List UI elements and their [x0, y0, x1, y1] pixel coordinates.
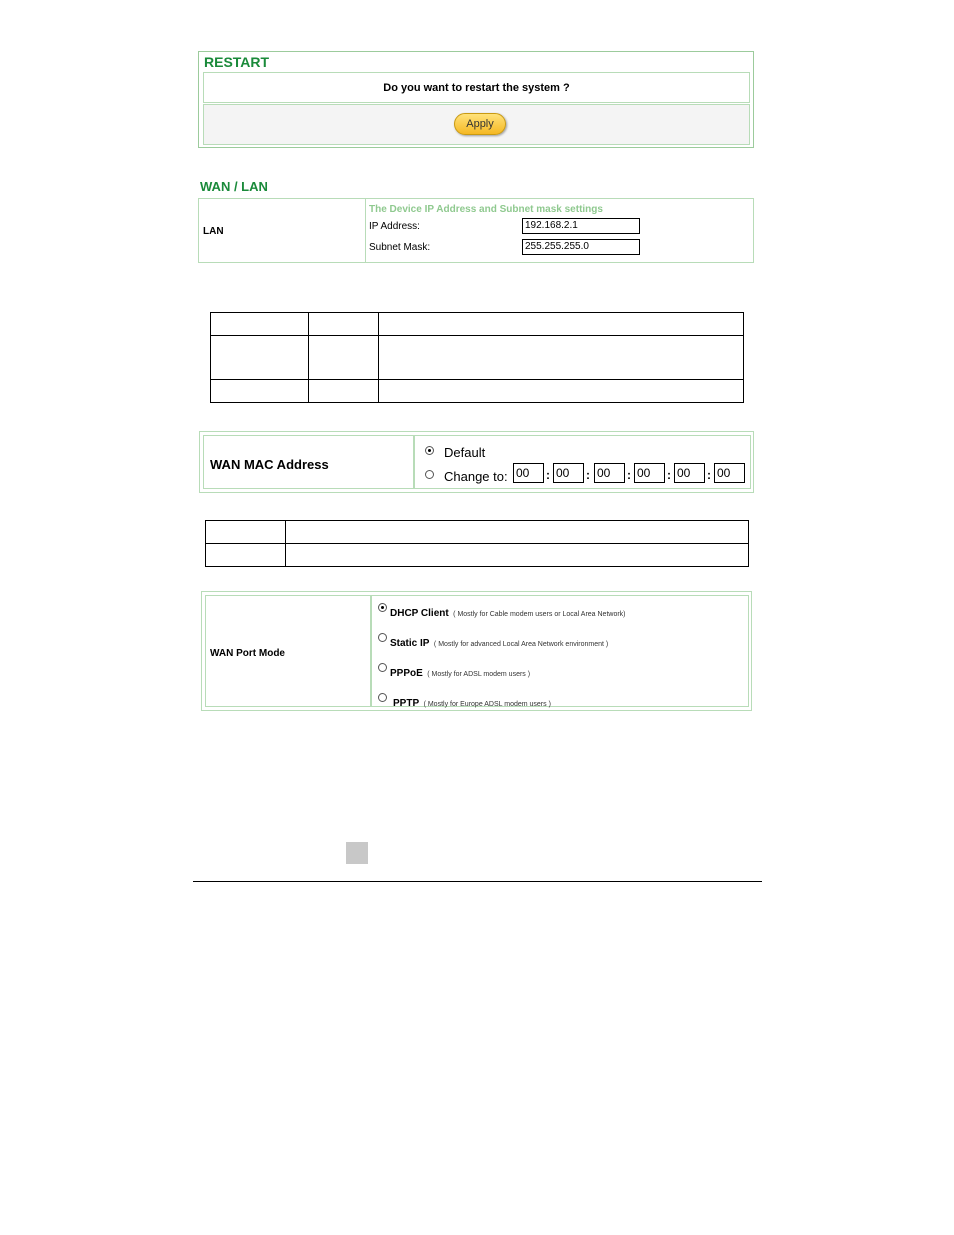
mac-octet-1-input[interactable]: 00 [513, 463, 544, 483]
mac-octet-5-input[interactable]: 00 [674, 463, 705, 483]
restart-question: Do you want to restart the system ? [383, 82, 570, 94]
mac-separator: : [627, 468, 631, 482]
table-cell [308, 335, 379, 380]
wan-mac-label: WAN MAC Address [210, 457, 329, 472]
mac-octet-2-input[interactable]: 00 [553, 463, 584, 483]
wan-mac-panel [199, 431, 754, 493]
table-cell [378, 335, 744, 380]
static-ip-option [390, 633, 608, 651]
pppoe-note: ( Mostly for ADSL modem users ) [427, 671, 531, 678]
table-cell [210, 312, 309, 336]
pppoe-label: PPPoE [390, 668, 423, 679]
wan-port-label: WAN Port Mode [210, 648, 285, 659]
wan-mac-options-cell [414, 435, 751, 489]
restart-apply-row [203, 104, 750, 145]
dhcp-client-radio[interactable] [378, 603, 387, 612]
static-ip-label: Static IP [390, 638, 430, 649]
static-ip-note: ( Mostly for advanced Local Area Network environment ) [433, 641, 609, 648]
table-cell [210, 379, 309, 403]
wan-mac-label-cell [203, 435, 414, 489]
table-cell [308, 312, 379, 336]
mac-separator: : [546, 468, 550, 482]
ip-address-label: IP Address: [369, 221, 420, 232]
table-cell [285, 520, 749, 544]
table-cell [210, 335, 309, 380]
divider [193, 881, 762, 882]
mac-change-label: Change to: [444, 469, 508, 484]
restart-title: RESTART [204, 54, 270, 70]
static-ip-radio[interactable] [378, 633, 387, 642]
wan-port-panel [201, 591, 752, 711]
apply-button[interactable] [454, 113, 506, 135]
pppoe-radio[interactable] [378, 663, 387, 672]
mac-separator: : [707, 468, 711, 482]
pptp-label: PPTP [393, 698, 420, 709]
dhcp-client-label: DHCP Client [390, 608, 449, 619]
subnet-mask-label: Subnet Mask: [369, 242, 431, 253]
mac-separator: : [667, 468, 671, 482]
restart-panel [198, 51, 754, 148]
table-cell [205, 543, 286, 567]
empty-table-1 [210, 312, 744, 403]
table-cell [378, 312, 744, 336]
table-cell [205, 520, 286, 544]
mac-default-label: Default [444, 445, 486, 460]
mac-octet-4-input[interactable]: 00 [634, 463, 665, 483]
dhcp-client-option [390, 603, 626, 621]
grey-square [346, 842, 368, 864]
mac-default-radio[interactable] [425, 446, 434, 455]
pptp-radio[interactable] [378, 693, 387, 702]
pppoe-option [390, 663, 530, 681]
subnet-mask-input[interactable]: 255.255.255.0 [522, 239, 640, 255]
table-cell [378, 379, 744, 403]
wan-lan-title: WAN / LAN [200, 179, 268, 194]
mac-octet-6-input[interactable]: 00 [714, 463, 745, 483]
dhcp-client-note: ( Mostly for Cable modem users or Local Area Network) [453, 611, 626, 618]
wan-port-label-cell [205, 595, 371, 707]
table-cell [285, 543, 749, 567]
mac-separator: : [586, 468, 590, 482]
pptp-note: ( Mostly for Europe ADSL modem users ) [423, 701, 551, 708]
lan-label-cell [199, 199, 366, 262]
table-cell [308, 379, 379, 403]
apply-label: Apply [466, 118, 494, 130]
wan-port-options-cell [371, 595, 749, 707]
lan-settings-heading: The Device IP Address and Subnet mask settings [369, 204, 603, 215]
lan-label: LAN [203, 226, 224, 237]
ip-address-input[interactable]: 192.168.2.1 [522, 218, 640, 234]
mac-octet-3-input[interactable]: 00 [594, 463, 625, 483]
pptp-option [393, 693, 551, 711]
restart-question-row [203, 72, 750, 103]
lan-table [198, 198, 754, 263]
empty-table-2 [205, 520, 749, 567]
mac-change-radio[interactable] [425, 470, 434, 479]
